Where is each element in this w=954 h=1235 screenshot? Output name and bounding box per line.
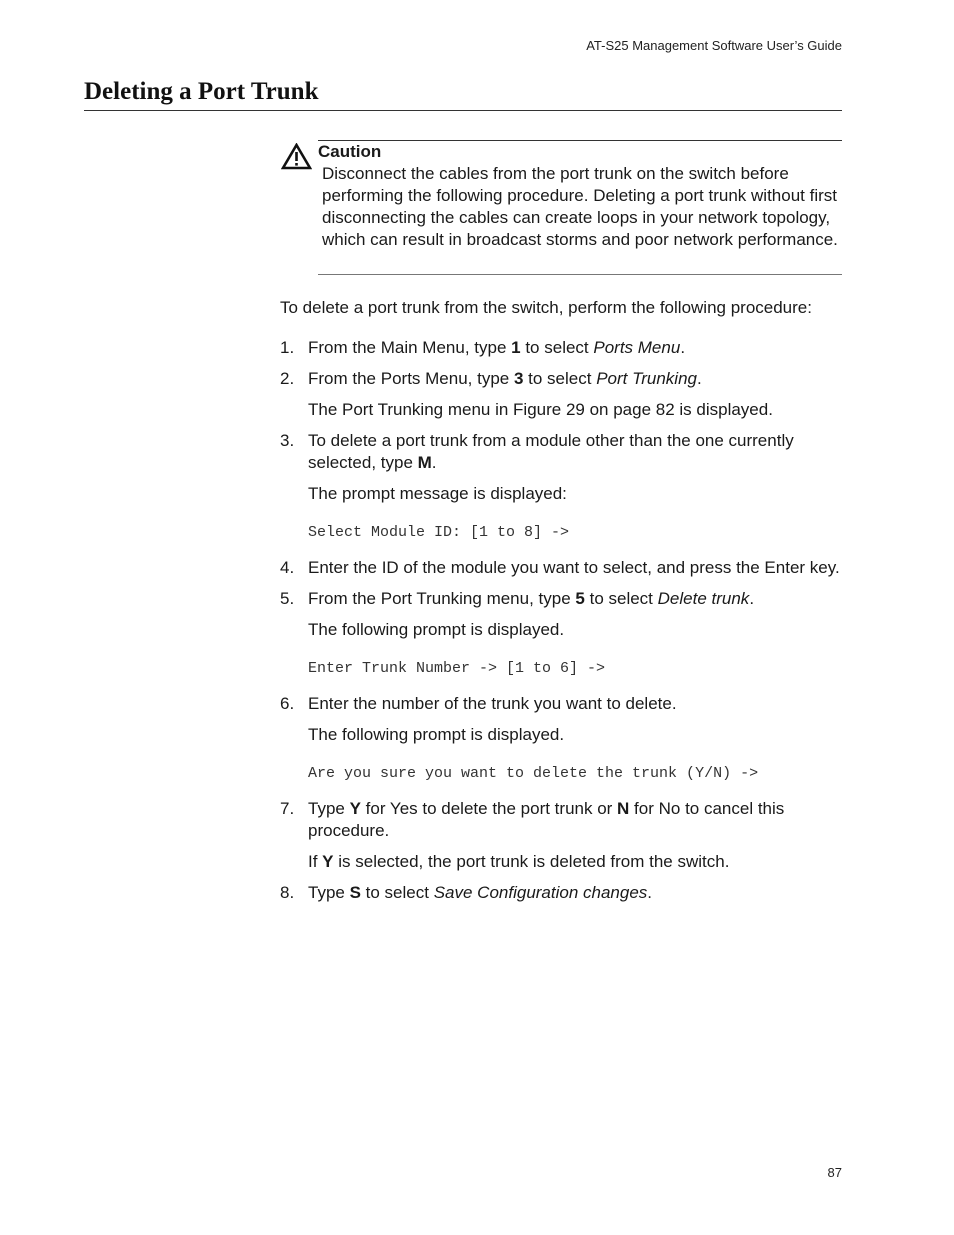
page-number: 87	[827, 1165, 842, 1180]
step-5-note: The following prompt is displayed.	[308, 620, 565, 639]
step-number: 3.	[280, 431, 295, 450]
step-3-note: The prompt message is displayed:	[308, 484, 567, 503]
step-text: Enter the ID of the module you want to select, and press the Enter key.	[308, 558, 840, 577]
step-6-note: The following prompt is displayed.	[308, 725, 565, 744]
step-2-note: The Port Trunking menu in Figure 29 on page 82 is displayed.	[308, 400, 773, 419]
step-8	[280, 882, 860, 904]
step-menu-name: Port Trunking	[596, 369, 697, 388]
step-text: To delete a port trunk from a module other than the one currently selected, type	[308, 431, 794, 472]
step-text: Enter the number of the trunk you want to delete.	[308, 694, 677, 713]
step-text: to select	[584, 589, 658, 608]
module-prompt-code: Select Module ID: [1 to 8] ->	[308, 524, 570, 541]
step-menu-name: Delete trunk	[657, 589, 750, 608]
step-2	[280, 368, 860, 390]
note-text: is selected, the port trunk is deleted from the switch.	[333, 852, 730, 871]
section-title: Deleting a Port Trunk	[84, 78, 319, 105]
caution-box	[280, 140, 842, 275]
step-7-note	[308, 851, 860, 873]
step-number: 8.	[280, 883, 295, 902]
step-menu-name: Save Configuration changes	[433, 883, 648, 902]
caution-bottom-rule	[318, 274, 842, 275]
step-7	[280, 798, 860, 842]
caution-title: Caution	[318, 142, 382, 161]
step-number: 5.	[280, 589, 295, 608]
step-text: to select	[523, 369, 597, 388]
step-5	[280, 588, 860, 610]
step-text: .	[696, 369, 702, 388]
running-header: AT-S25 Management Software User’s Guide	[586, 38, 842, 53]
note-text: If	[308, 852, 323, 871]
step-key: M	[417, 453, 432, 472]
title-rule	[84, 110, 842, 111]
step-text: for No to cancel this procedure.	[308, 799, 785, 840]
step-menu-name: Ports Menu	[593, 338, 681, 357]
step-text: Type	[308, 799, 350, 818]
step-key: Y	[349, 799, 361, 818]
step-number: 7.	[280, 799, 295, 818]
step-text: to select	[360, 883, 434, 902]
step-text: From the Main Menu, type	[308, 338, 512, 357]
step-text: to select	[520, 338, 594, 357]
trunk-number-prompt-code: Enter Trunk Number -> [1 to 6] ->	[308, 660, 606, 677]
caution-top-rule	[318, 140, 842, 141]
step-number: 6.	[280, 694, 295, 713]
step-text: From the Ports Menu, type	[308, 369, 514, 388]
step-key: 1	[511, 338, 521, 357]
note-key: Y	[322, 852, 334, 871]
step-text: .	[431, 453, 437, 472]
step-number: 1.	[280, 338, 295, 357]
step-text: From the Port Trunking menu, type	[308, 589, 576, 608]
warning-triangle-icon	[281, 143, 312, 170]
intro-text: To delete a port trunk from the switch, perform the following procedure:	[280, 298, 812, 317]
step-text: .	[647, 883, 653, 902]
step-key: S	[349, 883, 361, 902]
step-key: N	[617, 799, 630, 818]
step-text: Type	[308, 883, 350, 902]
step-text: .	[749, 589, 755, 608]
step-key: 3	[513, 369, 524, 388]
step-text: for Yes to delete the port trunk or	[360, 799, 618, 818]
procedure	[280, 297, 860, 913]
caution-body: Disconnect the cables from the port trunk on the switch before performing the following procedure. Deleting a port trunk without first disconnecting the cables can create loops in your network topology, which can result in broadcast storms and poor network performance.	[322, 164, 838, 249]
step-3	[280, 430, 860, 474]
confirm-delete-prompt-code: Are you sure you want to delete the trunk (Y/N) ->	[308, 765, 759, 782]
step-number: 4.	[280, 558, 295, 577]
step-key: 5	[575, 589, 585, 608]
step-6	[280, 693, 860, 715]
step-1	[280, 337, 860, 359]
step-4	[280, 557, 860, 579]
step-text: .	[680, 338, 686, 357]
step-number: 2.	[280, 369, 295, 388]
